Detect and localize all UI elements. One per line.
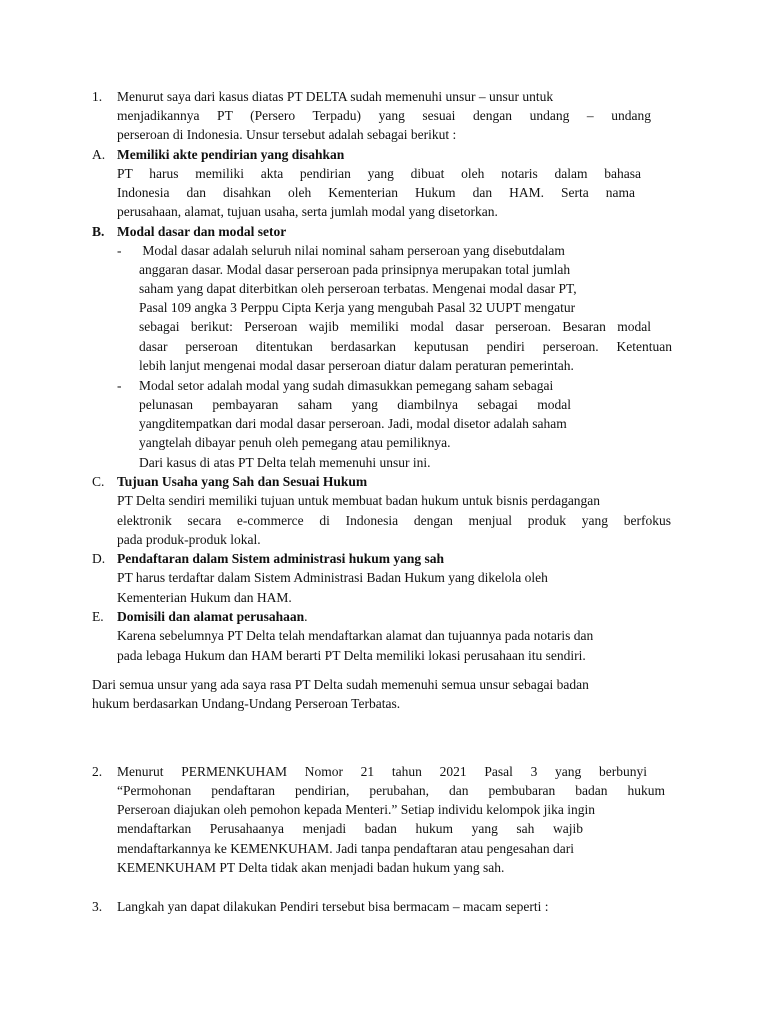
conclusion-line: Dari semua unsur yang ada saya rasa PT Delta sudah memenuhi semua unsur sebagai badan <box>92 677 589 692</box>
paragraph-line: elektronik secara e-commerce di Indonesia dengan menjual produk yang berfokus <box>117 513 671 528</box>
paragraph-line: saham yang dapat diterbitkan oleh perseroan terbatas. Mengenai modal dasar PT, <box>139 281 577 296</box>
paragraph-line: perseroan di Indonesia. Unsur tersebut adalah sebagai berikut : <box>117 127 457 142</box>
section-marker-b: B. <box>92 224 105 239</box>
paragraph-line: “Permohonan pendaftaran pendirian, perubahan, dan pembubaran badan hukum <box>117 783 665 798</box>
paragraph-line: PT Delta sendiri memiliki tujuan untuk membuat badan hukum untuk bisnis perdagangan <box>117 493 601 508</box>
section-marker-c: C. <box>92 474 105 489</box>
paragraph-line: menjadikannya PT (Persero Terpadu) yang sesuai dengan undang – undang <box>117 108 651 123</box>
paragraph-line: perusahaan, alamat, tujuan usaha, serta jumlah modal yang disetorkan. <box>117 204 498 219</box>
paragraph-line: Karena sebelumnya PT Delta telah mendaftarkan alamat dan tujuannya pada notaris dan <box>117 628 594 643</box>
section-heading-c: Tujuan Usaha yang Sah dan Sesuai Hukum <box>117 474 368 489</box>
section-marker-e: E. <box>92 609 104 624</box>
paragraph-line: PT harus memiliki akta pendirian yang dibuat oleh notaris dalam bahasa <box>117 166 641 181</box>
paragraph-line: Menurut PERMENKUHAM Nomor 21 tahun 2021 Pasal 3 yang berbunyi <box>117 764 647 779</box>
paragraph-line: PT harus terdaftar dalam Sistem Administrasi Badan Hukum yang dikelola oleh <box>117 570 548 585</box>
paragraph-line: Menurut saya dari kasus diatas PT DELTA sudah memenuhi unsur – unsur untuk <box>117 89 554 104</box>
paragraph-line: mendaftarkan Perusahaanya menjadi badan hukum yang sah wajib <box>117 821 583 836</box>
paragraph-line: sebagai berikut: Perseroan wajib memiliki modal dasar perseroan. Besaran modal <box>139 319 651 334</box>
paragraph-line: mendaftarkannya ke KEMENKUHAM. Jadi tanpa pendaftaran atau pengesahan dari <box>117 841 574 856</box>
section-heading-e <box>117 607 308 627</box>
paragraph-line: Langkah yan dapat dilakukan Pendiri tersebut bisa bermacam – macam seperti : <box>117 899 549 914</box>
paragraph-line: yangditempatkan dari modal dasar perseroan. Jadi, modal disetor adalah saham <box>139 416 567 431</box>
paragraph-line: Modal setor adalah modal yang sudah dimasukkan pemegang saham sebagai <box>139 378 554 393</box>
paragraph-line: anggaran dasar. Modal dasar perseroan pada prinsipnya merupakan total jumlah <box>139 262 571 277</box>
paragraph-line: pada lebaga Hukum dan HAM berarti PT Delta memiliki lokasi perusahaan itu sendiri. <box>117 648 586 663</box>
bullet-dash: - <box>117 243 122 258</box>
paragraph-line: KEMENKUHAM PT Delta tidak akan menjadi badan hukum yang sah. <box>117 860 505 875</box>
section-marker-d: D. <box>92 551 106 566</box>
section-heading-a: Memiliki akte pendirian yang disahkan <box>117 147 345 162</box>
conclusion-line: hukum berdasarkan Undang-Undang Perseroan Terbatas. <box>92 696 401 711</box>
paragraph-line: Modal dasar adalah seluruh nilai nominal saham perseroan yang disebutdalam <box>139 243 565 258</box>
paragraph-line: lebih lanjut mengenai modal dasar perseroan diatur dalam peraturan pemerintah. <box>139 358 574 373</box>
paragraph-line: pelunasan pembayaran saham yang diambilnya sebagai modal <box>139 397 571 412</box>
paragraph-line: dasar perseroan ditentukan berdasarkan keputusan pendiri perseroan. Ketentuan <box>139 339 672 354</box>
section-heading-e-period: . <box>304 609 308 624</box>
list-marker-2: 2. <box>92 764 103 779</box>
paragraph-line: yangtelah dibayar penuh oleh pemegang atau pemiliknya. <box>139 435 451 450</box>
list-marker-3: 3. <box>92 899 103 914</box>
paragraph-line: Dari kasus di atas PT Delta telah memenuhi unsur ini. <box>139 455 431 470</box>
section-heading-d: Pendaftaran dalam Sistem administrasi hukum yang sah <box>117 551 445 566</box>
paragraph-line: Perseroan diajukan oleh pemohon kepada Menteri.” Setiap individu kelompok jika ingin <box>117 802 596 817</box>
paragraph-line: Indonesia dan disahkan oleh Kementerian Hukum dan HAM. Serta nama <box>117 185 635 200</box>
bullet-dash: - <box>117 378 122 393</box>
paragraph-line: Pasal 109 angka 3 Perppu Cipta Kerja yang mengubah Pasal 32 UUPT mengatur <box>139 300 576 315</box>
paragraph-line: Kementerian Hukum dan HAM. <box>117 590 292 605</box>
list-marker-1: 1. <box>92 89 103 104</box>
section-marker-a: A. <box>92 147 106 162</box>
section-heading-b: Modal dasar dan modal setor <box>117 224 287 239</box>
paragraph-line: pada produk-produk lokal. <box>117 532 261 547</box>
section-heading-e-text: Domisili dan alamat perusahaan <box>117 609 305 624</box>
